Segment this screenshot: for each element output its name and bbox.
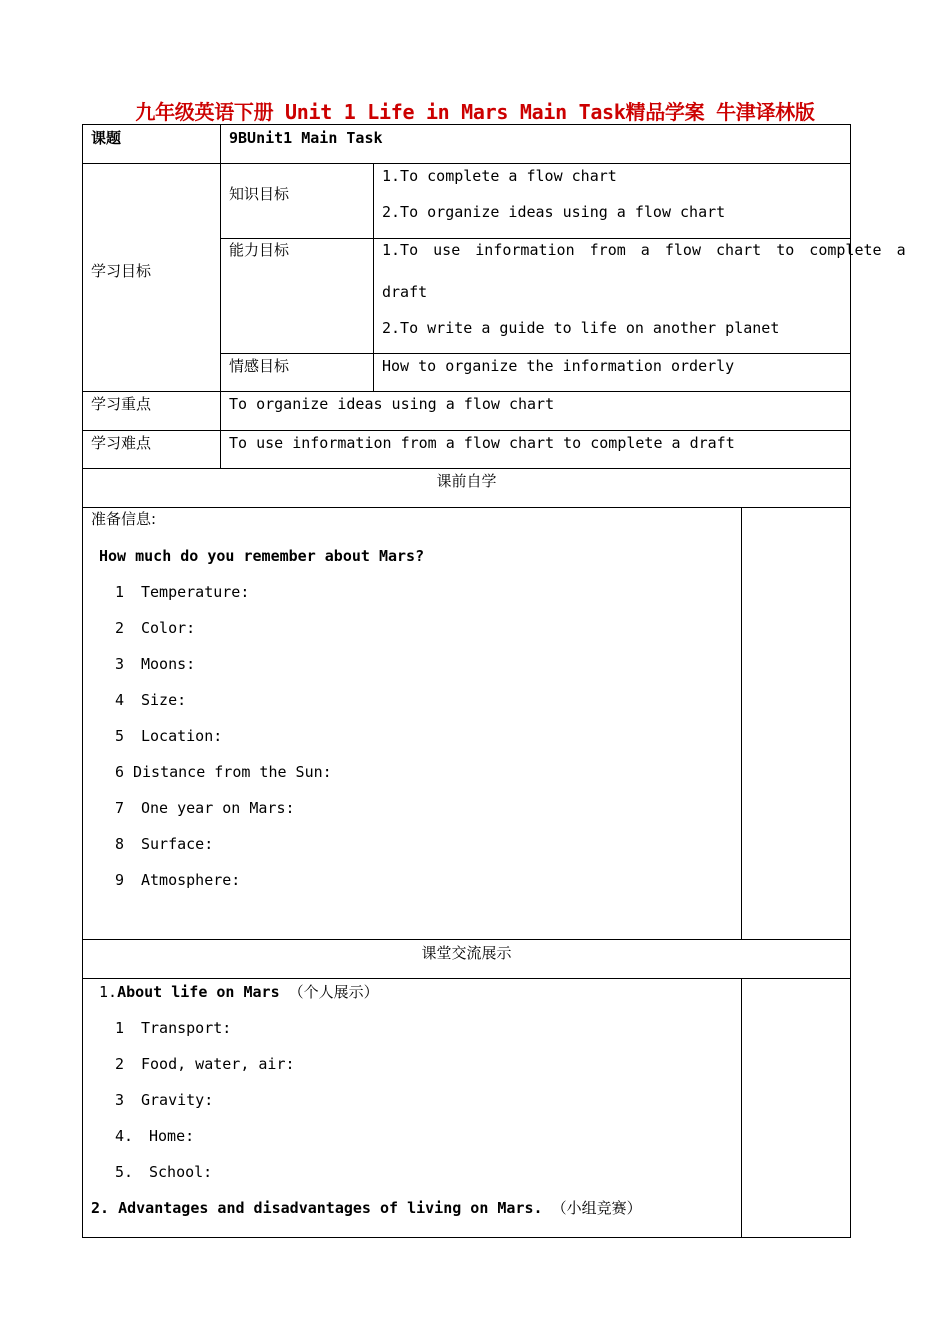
column-divider bbox=[373, 163, 374, 392]
focus-label: 学习重点 bbox=[91, 395, 152, 413]
life-item-number: 2 bbox=[115, 1055, 125, 1073]
mars-item-text: Atmosphere: bbox=[141, 871, 241, 889]
column-divider bbox=[741, 978, 742, 1237]
mars-item-number: 3 bbox=[115, 655, 125, 673]
mars-item-text: Color: bbox=[141, 619, 196, 637]
mars-item-number: 6 bbox=[115, 763, 125, 781]
individual-note: （个人展示） bbox=[288, 983, 379, 1001]
mars-item-number: 9 bbox=[115, 871, 125, 889]
ability-goal-item: draft bbox=[382, 283, 428, 301]
row-divider bbox=[220, 238, 850, 239]
mars-item-text: One year on Mars: bbox=[141, 799, 295, 817]
life-on-mars-prefix: 1. bbox=[99, 983, 118, 1001]
ability-goal-label: 能力目标 bbox=[229, 241, 290, 259]
knowledge-goal-label: 知识目标 bbox=[229, 185, 290, 203]
emotion-goal-label: 情感目标 bbox=[229, 357, 290, 375]
preview-section-header: 课前自学 bbox=[436, 472, 497, 490]
difficulty-label: 学习难点 bbox=[91, 434, 152, 452]
mars-item-text: Surface: bbox=[141, 835, 214, 853]
mars-question: How much do you remember about Mars? bbox=[99, 547, 425, 565]
emotion-goal-value: How to organize the information orderly bbox=[382, 357, 735, 375]
knowledge-goal-item: 2.To organize ideas using a flow chart bbox=[382, 203, 726, 221]
mars-item-number: 5 bbox=[115, 727, 125, 745]
mars-item-text: Location: bbox=[141, 727, 223, 745]
mars-item-number: 7 bbox=[115, 799, 125, 817]
life-item-text: Gravity: bbox=[141, 1091, 214, 1109]
mars-item-number: 1 bbox=[115, 583, 125, 601]
mars-item-number: 2 bbox=[115, 619, 125, 637]
column-divider bbox=[220, 125, 221, 469]
mars-item-text: Distance from the Sun: bbox=[133, 763, 332, 781]
row-divider bbox=[83, 163, 850, 164]
row-divider bbox=[83, 507, 850, 508]
prep-info-label: 准备信息: bbox=[91, 510, 157, 528]
row-divider bbox=[83, 939, 850, 940]
advantages-heading bbox=[91, 1198, 642, 1218]
mars-item-number: 4 bbox=[115, 691, 125, 709]
life-on-mars-heading bbox=[99, 982, 379, 1002]
mars-item-text: Size: bbox=[141, 691, 187, 709]
topic-value: 9BUnit1 Main Task bbox=[229, 129, 383, 147]
life-item-text: School: bbox=[149, 1163, 213, 1181]
difficulty-value: To use information from a flow chart to complete a draft bbox=[229, 434, 735, 452]
document-title: 九年级英语下册 Unit 1 Life in Mars Main Task精品学案 牛津译林版 bbox=[135, 100, 815, 124]
life-item-number: 3 bbox=[115, 1091, 125, 1109]
ability-goal-item: 1.To use information from a flow chart to complete a bbox=[382, 241, 906, 259]
group-competition-note: （小组竞赛） bbox=[551, 1199, 642, 1217]
row-divider bbox=[83, 430, 850, 431]
life-item-text: Home: bbox=[149, 1127, 195, 1145]
row-divider bbox=[220, 353, 850, 354]
advantages-title: 2. Advantages and disadvantages of living on Mars. bbox=[91, 1199, 543, 1217]
life-item-number: 4. bbox=[115, 1127, 134, 1145]
topic-label: 课题 bbox=[91, 129, 122, 147]
mars-item-text: Moons: bbox=[141, 655, 196, 673]
row-divider bbox=[83, 468, 850, 469]
ability-goal-item: 2.To write a guide to life on another planet bbox=[382, 319, 780, 337]
classroom-section-header: 课堂交流展示 bbox=[421, 944, 512, 962]
row-divider bbox=[83, 391, 850, 392]
goals-label: 学习目标 bbox=[91, 262, 152, 280]
column-divider bbox=[741, 507, 742, 939]
mars-item-number: 8 bbox=[115, 835, 125, 853]
life-on-mars-title: About life on Mars bbox=[117, 983, 280, 1001]
life-item-number: 5. bbox=[115, 1163, 134, 1181]
knowledge-goal-item: 1.To complete a flow chart bbox=[382, 167, 617, 185]
life-item-number: 1 bbox=[115, 1019, 125, 1037]
life-item-text: Transport: bbox=[141, 1019, 232, 1037]
row-divider bbox=[83, 978, 850, 979]
mars-item-text: Temperature: bbox=[141, 583, 250, 601]
focus-value: To organize ideas using a flow chart bbox=[229, 395, 555, 413]
life-item-text: Food, water, air: bbox=[141, 1055, 295, 1073]
